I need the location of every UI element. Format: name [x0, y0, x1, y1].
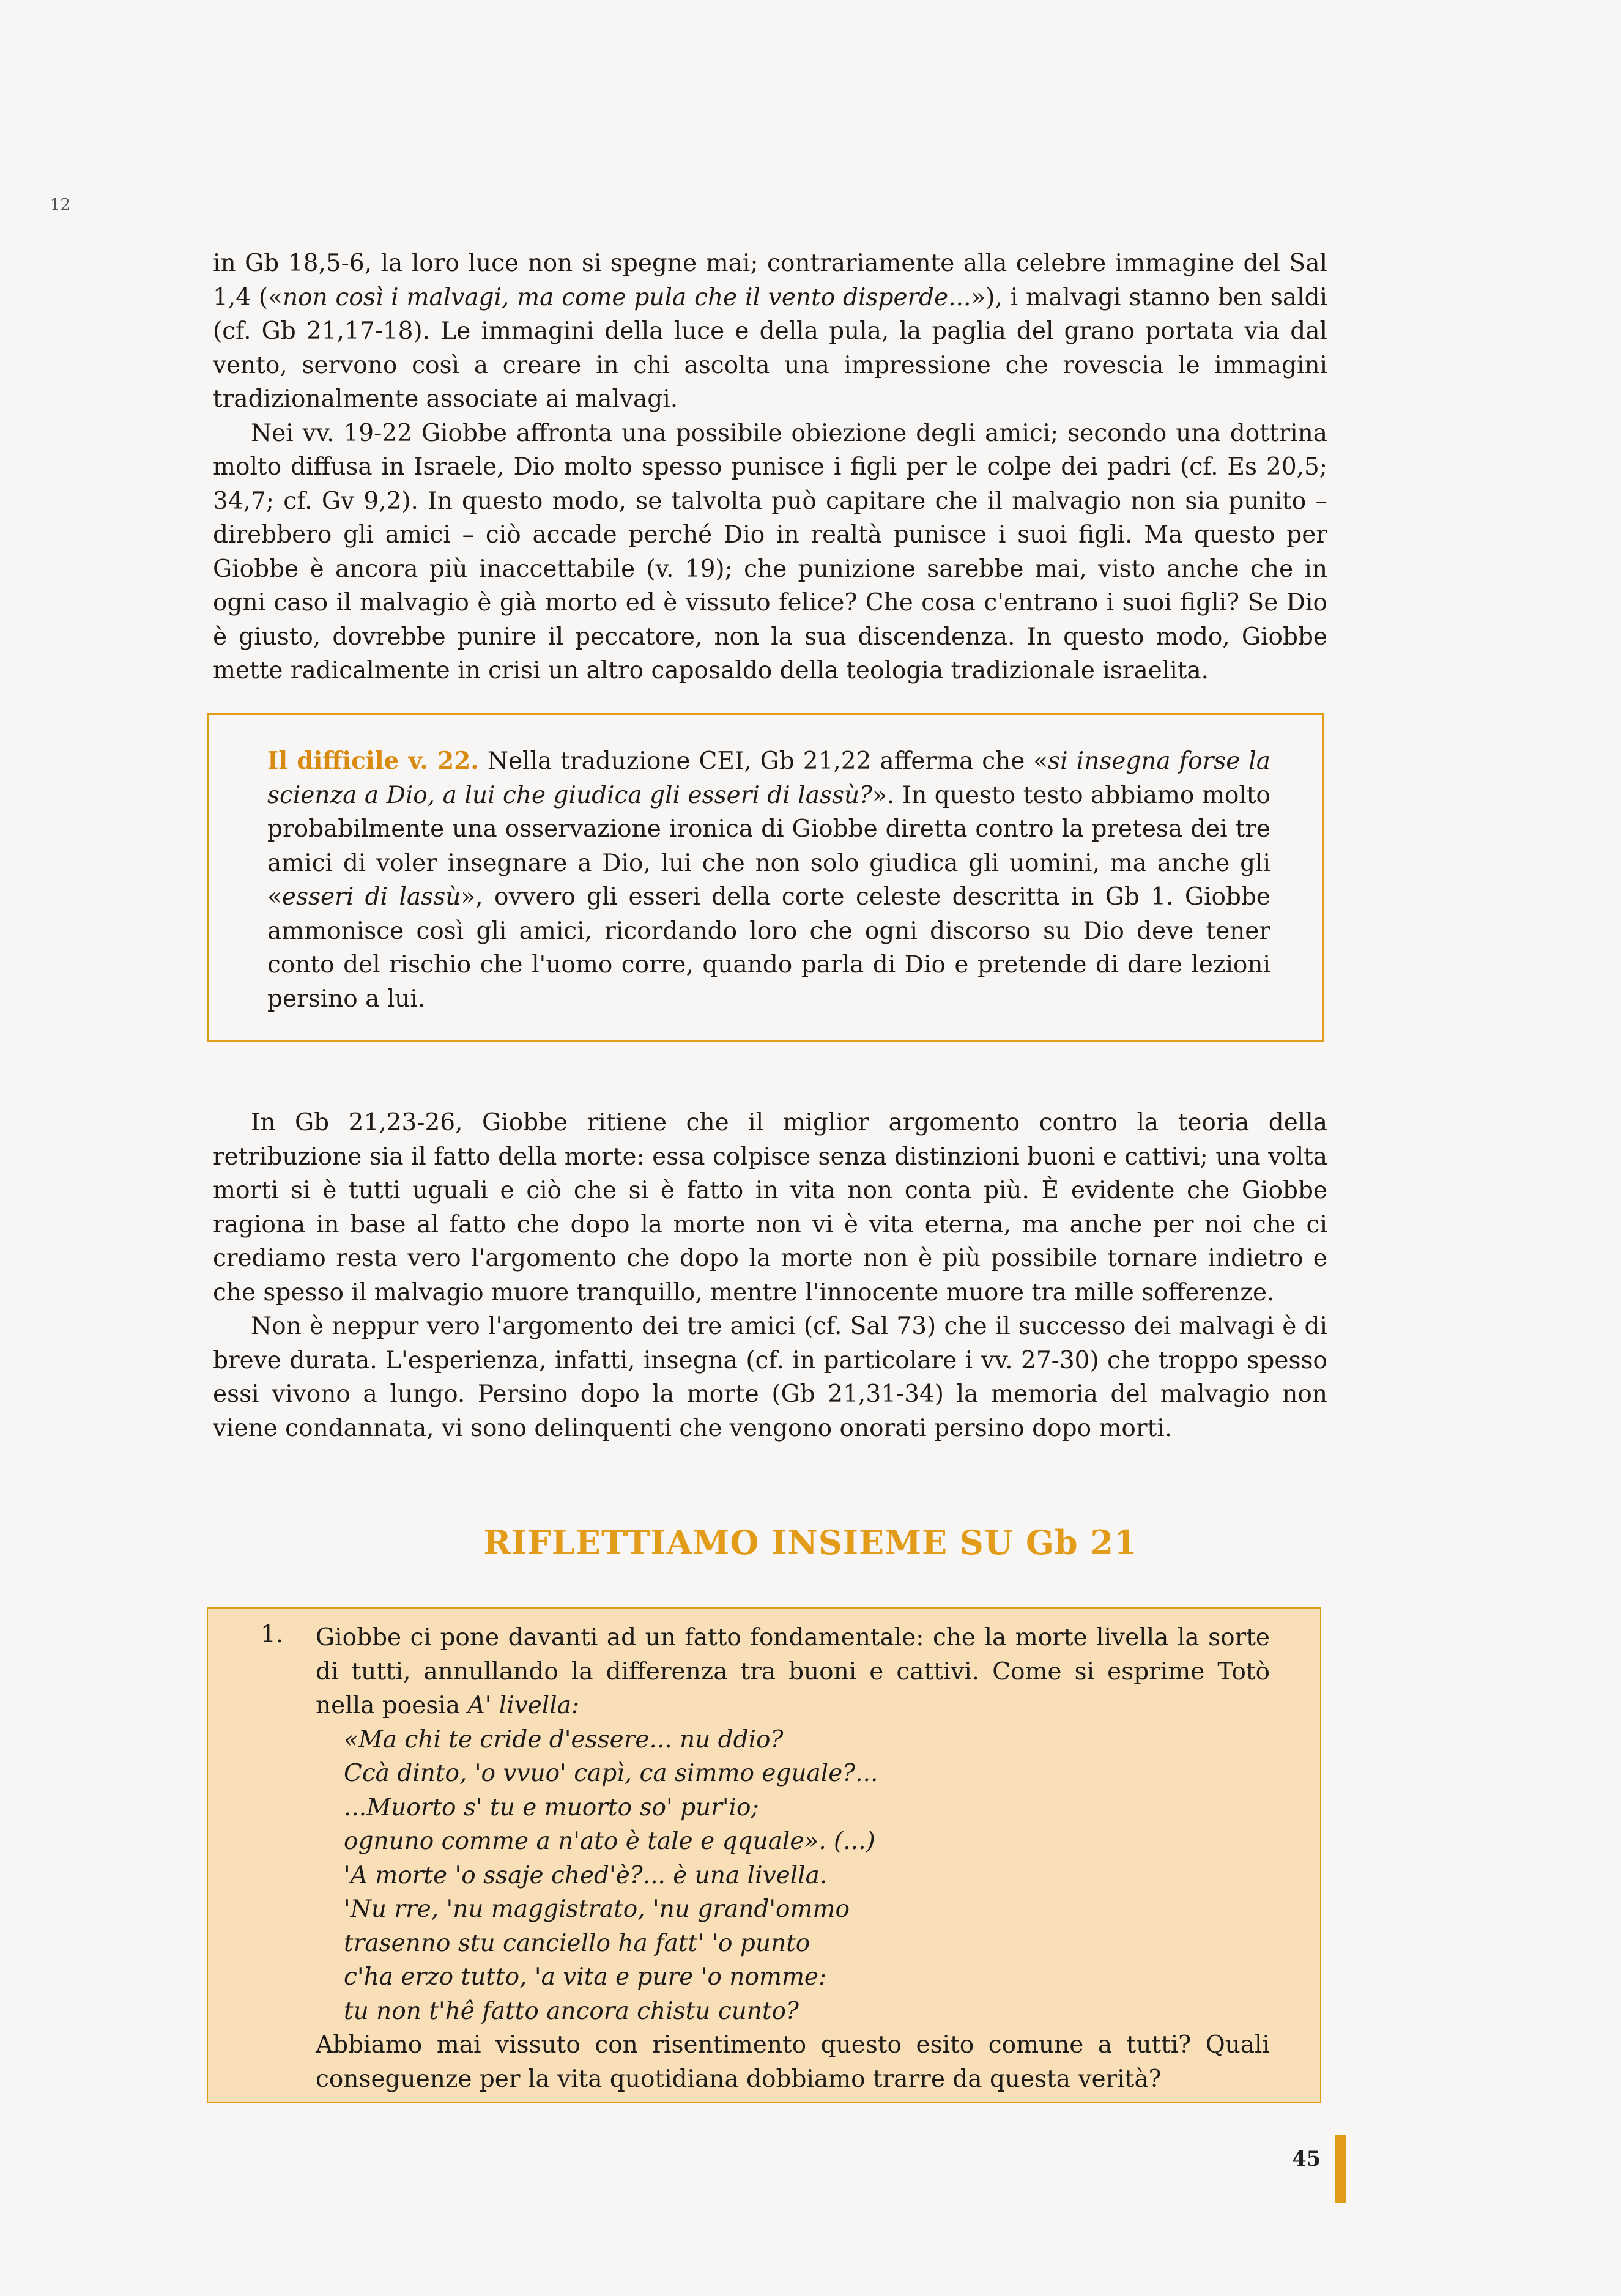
reflection-question: Abbiamo mai vissuto con risentimento questo esito comune a tutti? Quali conseguenze per la vita quotidiana dobbiamo trarre da questa verità? — [316, 2031, 1270, 2093]
section-title: RIFLETTIAMO INSIEME SU Gb 21 — [483, 1523, 1138, 1562]
difficult-verse-box — [207, 713, 1324, 1042]
question-number: 1. — [261, 1621, 284, 1648]
difficult-verse-text: Il difficile v. 22. Nella traduzione CEI, Gb 21,22 afferma che «si insegna forse la scienza a Dio, a lui che giudica gli esseri di lassù?». In questo testo abbiamo molto probabilmente una osservazione ironica di Giobbe diretta contro la pretesa dei tre amici di voler insegnare a Dio, lui che non solo giudica gli uomini, ma anche gli «esseri di lassù», ovvero gli esseri della corte celeste descritta in Gb 1. Giobbe ammonisce così gli amici, ricordando loro che ogni discorso su Dio deve tener conto del rischio che l'uomo corre, quando parla di Dio e pretende di dare lezioni persino a lui. — [267, 747, 1271, 1013]
commentary-block-2 — [213, 1106, 1327, 1445]
poem-line: tu non t'hê fatto ancora chistu cunto? — [344, 1997, 799, 2025]
paragraph-3: In Gb 21,23-26, Giobbe ritiene che il miglior argomento contro la teoria della retribuzione sia il fatto della morte: essa colpisce senza distinzioni buoni e cattivi; una volta morti si è tutti uguali e ciò che si è fatto in vita non conta più. È evidente che Giobbe ragiona in base al fatto che dopo la morte non vi è vita eterna, ma anche per noi che ci crediamo resta vero l'argomento che dopo la morte non è più possibile tornare indietro e che spesso il malvagio muore tranquillo, mentre l'innocente muore tra mille sofferenze. — [213, 1109, 1327, 1306]
reflection-text: Giobbe ci pone davanti ad un fatto fondamentale: che la morte livella la sorte di tutti, annullando la differenza tra buoni e cattivi. Come si esprime Totò nella poesia A' livella: «Ma chi te cride d'essere... nu ddio? Ccà dinto, 'o vvuo' capì, ca simmo eguale?... ...Muorto s' tu e muorto so' pur'io; ognuno comme a n'ato è tale e qquale». (...) 'A morte 'o ssaje ched'è?... è una livella. 'Nu rre, 'nu maggistrato, 'nu grand'ommo trasenno stu canciello ha fatt' 'o punto c'ha erzo tutto, 'a vita e pure 'o nomme: tu non t'hê fatto ancora chistu cunto? Abbiamo mai vissuto con risentimento questo esito comune a tutti? Quali conseguenze per la vita quotidiana dobbiamo trarre da questa verità? — [316, 1621, 1270, 2096]
paragraph-2: Nei vv. 19-22 Giobbe affronta una possibile obiezione degli amici; secondo una dottrina molto diffusa in Israele, Dio molto spesso punisce i figli per le colpe dei padri (cf. Es 20,5; 34,7; cf. Gv 9,2). In questo modo, se talvolta può capitare che il malvagio non sia punito – direbbero gli amici – ciò accade perché Dio in realtà punisce i suoi figli. Ma questo per Giobbe è ancora più inaccettabile (v. 19); che punizione sarebbe mai, visto anche che in ogni caso il malvagio è già morto ed è vissuto felice? Che cosa c'entrano i suoi figli? Se Dio è giusto, dovrebbe punire il peccatore, non la sua discendenza. In questo modo, Giobbe mette radicalmente in crisi un altro caposaldo della teologia tradizionale israelita. — [213, 419, 1327, 684]
box-lead: Il difficile v. 22. — [267, 747, 479, 775]
poem-line: c'ha erzo tutto, 'a vita e pure 'o nomme: — [344, 1963, 827, 1991]
poem-line: ...Muorto s' tu e muorto so' pur'io; — [344, 1793, 759, 1821]
commentary-block-1 — [213, 246, 1327, 688]
paragraph-4: Non è neppur vero l'argomento dei tre amici (cf. Sal 73) che il successo dei malvagi è di breve durata. L'esperienza, infatti, insegna (cf. in particolare i vv. 27-30) che troppo spesso essi vivono a lungo. Persino dopo la morte (Gb 21,31-34) la memoria del malvagio non viene condannata, vi sono delinquenti che vengono onorati persino dopo morti. — [213, 1313, 1327, 1442]
poem-quote — [316, 1723, 1270, 2029]
poem-line: «Ma chi te cride d'essere... nu ddio? — [344, 1725, 784, 1753]
corner-page-number: 12 — [50, 196, 71, 214]
poem-line: 'A morte 'o ssaje ched'è?... è una livella. — [344, 1861, 828, 1889]
paragraph-1: in Gb 18,5-6, la loro luce non si spegne mai; contrariamente alla celebre immagine del Sal 1,4 («non così i malvagi, ma come pula che il vento disperde...»), i malvagi stanno ben saldi (cf. Gb 21,17-18). Le immagini della luce e della pula, la paglia del grano portata via dal vento, servono così a creare in chi ascolta una impressione che rovescia le immagini tradizionalmente associate ai malvagi. — [213, 250, 1328, 413]
page-number: 45 — [1292, 2147, 1321, 2171]
poem-line: 'Nu rre, 'nu maggistrato, 'nu grand'ommo — [344, 1895, 850, 1923]
poem-line: Ccà dinto, 'o vvuo' capì, ca simmo eguale?... — [344, 1760, 878, 1787]
poem-line: trasenno stu canciello ha fatt' 'o punto — [344, 1929, 810, 1957]
page-edge-bar — [1335, 2135, 1346, 2203]
reflection-box — [207, 1607, 1321, 2103]
poem-line: ognuno comme a n'ato è tale e qquale». (...) — [344, 1828, 875, 1855]
